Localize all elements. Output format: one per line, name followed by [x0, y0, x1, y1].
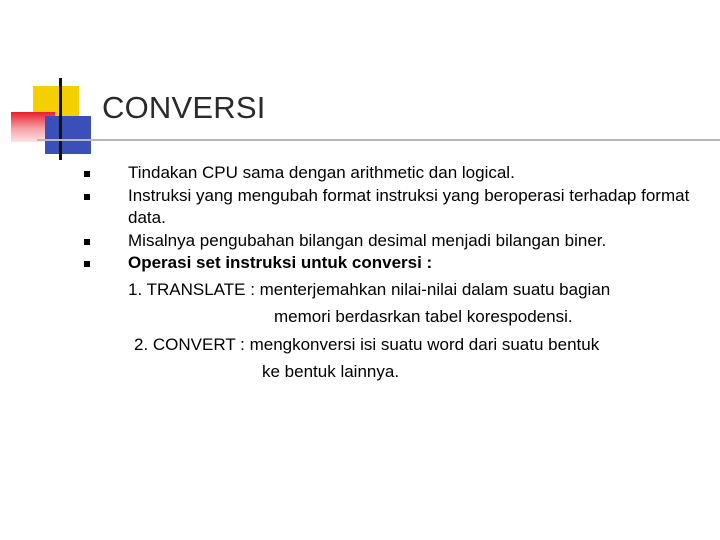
sub-item-translate-continuation: memori berdasrkan tabel korespodensi.: [274, 307, 573, 326]
slide-title: CONVERSI: [102, 90, 266, 125]
bullet-item: [84, 252, 704, 275]
bullet-item: [84, 230, 704, 253]
bullet-square-icon: [84, 171, 90, 177]
bullet-square-icon: [84, 194, 90, 200]
decorative-blue-square: [45, 116, 91, 154]
bullet-text: Tindakan CPU sama dengan arithmetic dan logical.: [128, 163, 515, 182]
sub-item-translate: 1. TRANSLATE : menterjemahkan nilai-nilai dalam suatu bagian: [128, 279, 611, 299]
bullet-item: [84, 185, 704, 230]
bullet-square-icon: [84, 239, 90, 245]
title-underline: [37, 139, 720, 141]
bullet-text: Operasi set instruksi untuk conversi :: [128, 253, 433, 272]
slide-body: [84, 162, 704, 386]
sub-item-convert-continuation: ke bentuk lainnya.: [262, 362, 400, 381]
sub-item-convert: 2. CONVERT : mengkonversi isi suatu word dari suatu bentuk: [134, 334, 600, 354]
bullet-square-icon: [84, 261, 90, 267]
bullet-item: [84, 162, 704, 185]
bullet-text: Instruksi yang mengubah format instruksi yang beroperasi terhadap format data.: [128, 185, 690, 227]
bullet-text: Misalnya pengubahan bilangan desimal menjadi bilangan biner.: [128, 230, 607, 250]
decorative-vertical-line: [59, 78, 62, 160]
